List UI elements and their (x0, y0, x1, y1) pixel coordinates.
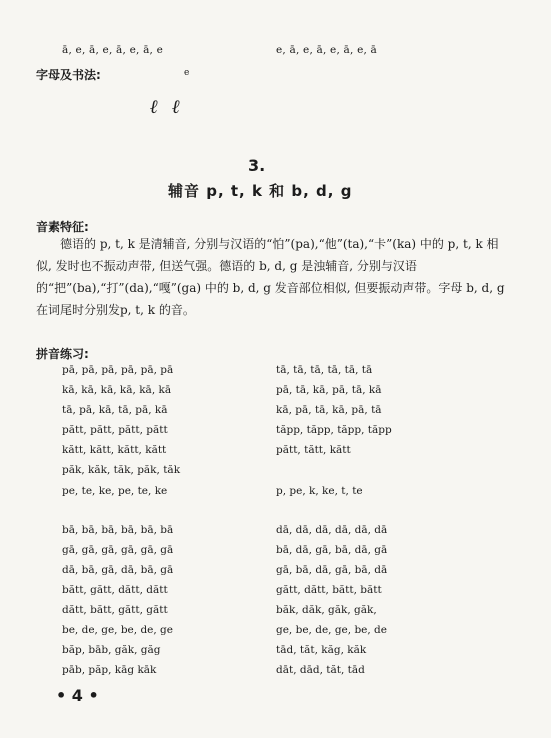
letters-sample: e (184, 68, 190, 78)
script-letter-2: ℓ (172, 96, 181, 118)
practice-row: bā, dā, gā, bā, dā, gā (276, 543, 388, 556)
practice-row: tā, tā, tā, tā, tā, tā (276, 364, 373, 376)
practice-row: dāt, dād, tăt, tād (276, 664, 365, 677)
practice-column-right (276, 360, 392, 680)
top-practice-line-right: e, ā, e, ā, e, ā, e, ā (276, 44, 378, 56)
practice-row: tā, pā, kā, tā, pā, kā (62, 404, 168, 417)
practice-row: tād, tăt, kăg, kăk (276, 644, 367, 657)
practice-row: băk, dăk, găk, găk, (276, 604, 377, 617)
practice-row: pătt, pătt, pătt, pătt (62, 424, 168, 437)
group-spacer (62, 501, 180, 520)
section-number: 3. (248, 156, 266, 175)
practice-column-left (62, 360, 180, 680)
practice-row: gā, gā, gā, gā, gā, gā (62, 543, 174, 556)
section-title: 辅音 p, t, k 和 b, d, g (168, 182, 353, 200)
practice-row (276, 460, 392, 480)
practice-row: pe, te, ke, pe, te, ke (62, 484, 168, 497)
practice-row: ge, be, de, ge, be, de (276, 624, 387, 637)
practice-row: păk, kăk, tăk, păk, tăk (62, 464, 181, 477)
practice-row: kătt, kătt, kătt, kătt (62, 444, 167, 457)
practice-row: bā, bā, bā, bā, bā, bā (62, 523, 174, 536)
practice-row: dătt, bătt, gătt, gătt (62, 604, 168, 617)
script-letter-1: ℓ (150, 96, 159, 118)
practice-row: gā, bā, dā, gā, bā, dā (276, 563, 388, 576)
features-paragraph-block (36, 233, 512, 321)
practice-row: kā, pā, tā, kā, pā, tā (276, 404, 382, 417)
practice-heading: 拼音练习: (36, 347, 89, 361)
features-paragraph: 德语的 p, t, k 是清辅音, 分别与汉语的“怕”(pa),“他”(ta),“卡”(ka) 中的 p, t, k 相似, 发时也不振动声带, 但送气强。德语的 b, d, g 是浊辅音, 分别与汉语的“把”(ba),“打”(da),“嘎”(ga) 中的 b, d, g 发音部位相似, 但要振动声带。字母 b, d, g 在词尾时分别发p, t, k 的音。 (36, 237, 505, 317)
practice-row: dā, dā, dā, dā, dā, dā (276, 523, 388, 536)
group-spacer (276, 501, 392, 520)
practice-row: gătt, dătt, bătt, bătt (276, 583, 382, 596)
top-practice-line-left: ā, e, ā, e, ā, e, ā, e (62, 44, 164, 56)
page-number: • 4 • (56, 686, 99, 705)
practice-row: pā, pā, pā, pā, pā, pā (62, 364, 174, 376)
practice-row: pāb, păp, kāg kāk (62, 664, 157, 677)
practice-row: dā, bā, gā, dā, bā, gā (62, 563, 174, 576)
practice-row: tăpp, tăpp, tăpp, tăpp (276, 424, 392, 437)
letters-heading: 字母及书法: (36, 68, 101, 82)
practice-row: kā, kā, kā, kā, kā, kā (62, 384, 172, 397)
practice-row: băp, bāb, găk, găg (62, 644, 161, 657)
practice-row: pā, tā, kā, pā, tā, kā (276, 384, 382, 397)
practice-row: p, pe, k, ke, t, te (276, 484, 363, 497)
practice-row: pătt, tătt, kătt (276, 444, 351, 457)
features-heading: 音素特征: (36, 220, 89, 234)
practice-row: be, de, ge, be, de, ge (62, 624, 173, 637)
practice-row: bătt, gătt, dătt, dătt (62, 583, 168, 596)
